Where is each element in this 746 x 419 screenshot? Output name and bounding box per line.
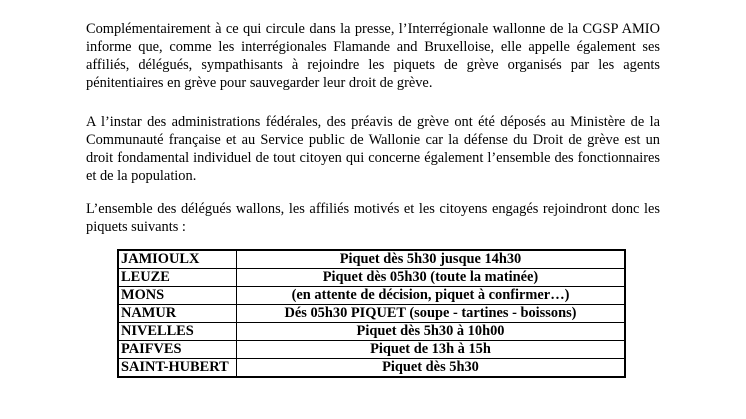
piquet-city: SAINT-HUBERT (118, 359, 237, 378)
piquets-table (117, 249, 626, 378)
piquet-info: Dés 05h30 PIQUET (soupe - tartines - boissons) (237, 305, 626, 323)
piquet-info: Piquet dès 5h30 (237, 359, 626, 378)
piquet-city: MONS (118, 287, 237, 305)
paragraph-preavis: A l’instar des administrations fédérales, des préavis de grève ont été déposés au Ministère de la Communauté française et au Service public de Wallonie car la défense du Droit de grève est un droit fondamental individuel de tout citoyen qui concerne également l’ensemble des fonctionnaires et de la population. (86, 114, 660, 184)
table-row (118, 341, 625, 359)
piquet-city: NAMUR (118, 305, 237, 323)
table-row (118, 287, 625, 305)
piquet-info: Piquet de 13h à 15h (237, 341, 626, 359)
table-row (118, 250, 625, 269)
piquet-city: LEUZE (118, 269, 237, 287)
table-row (118, 323, 625, 341)
piquet-info: (en attente de décision, piquet à confirmer…) (237, 287, 626, 305)
piquet-city: PAIFVES (118, 341, 237, 359)
table-row (118, 269, 625, 287)
piquet-info: Piquet dès 5h30 à 10h00 (237, 323, 626, 341)
piquet-info: Piquet dès 5h30 jusque 14h30 (237, 250, 626, 269)
piquet-info: Piquet dès 05h30 (toute la matinée) (237, 269, 626, 287)
paragraph-intro: Complémentairement à ce qui circule dans la presse, l’Interrégionale wallonne de la CGSP AMIO informe que, comme les interrégionales Flamande and Bruxelloise, elle appelle également ses affiliés, délégués, sympathisants à rejoindre les piquets de grève organisés par les agents pénitentiaires en grève pour sauvegarder leur droit de grève. (86, 21, 660, 91)
paragraph-piquets-intro: L’ensemble des délégués wallons, les affiliés motivés et les citoyens engagés rejoindront donc les piquets suivants : (86, 201, 660, 235)
piquet-city: JAMIOULX (118, 250, 237, 269)
table-row (118, 305, 625, 323)
table-row (118, 359, 625, 378)
piquet-city: NIVELLES (118, 323, 237, 341)
